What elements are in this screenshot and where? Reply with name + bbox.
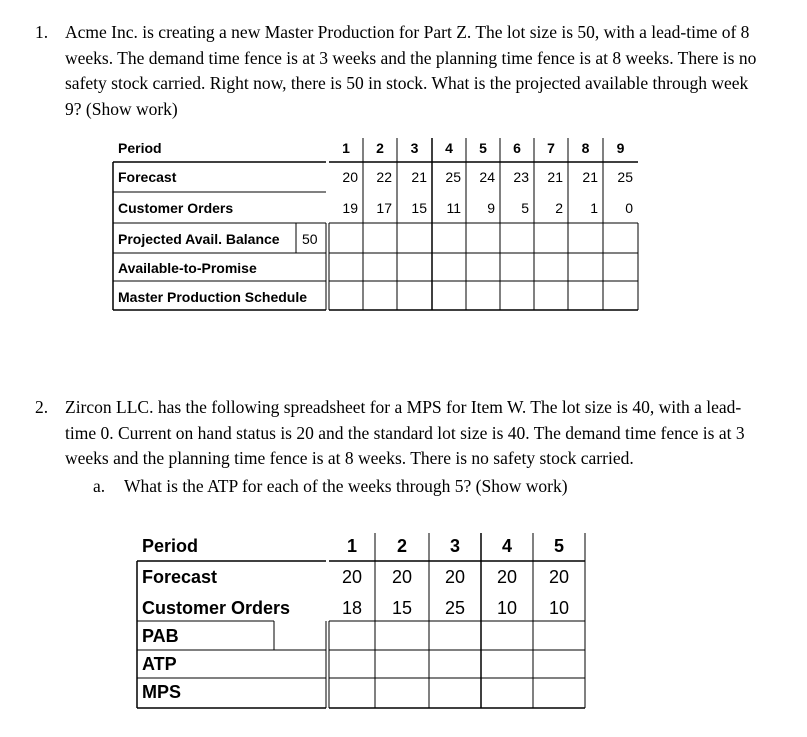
t2-label-pab: PAB [142, 626, 179, 646]
t1-forecast-1: 20 [342, 169, 358, 185]
t1-label-orders: Customer Orders [118, 200, 234, 216]
t1-period-4: 4 [445, 140, 453, 156]
t1-orders-6: 5 [521, 200, 529, 216]
t2-label-atp: ATP [142, 654, 177, 674]
t2-label-forecast: Forecast [142, 567, 218, 587]
t2-period-1: 1 [346, 536, 358, 556]
question-1-text: Acme Inc. is creating a new Master Production for Part Z. The lot size is 50, with a lead-time of 8 weeks. The demand time fence is at 3 weeks and the planning time fence is at 8 weeks. There is no safety stock carried. Right now, there is 50 in stock. What is the projected available through week 9? (Show work) [65, 22, 757, 119]
t2-orders-5: 10 [548, 598, 570, 618]
t1-forecast-9: 25 [617, 169, 633, 185]
t1-forecast-4: 25 [445, 169, 461, 185]
question-2-text: Zircon LLC. has the following spreadsheet for a MPS for Item W. The lot size is 40, with a lead-time 0. Current on hand status is 20 and the standard lot size is 40. The demand time fence is at 3 weeks and the planning time fence is at 8 weeks. There is no safety stock carried. [65, 397, 745, 468]
t1-period-1: 1 [342, 140, 350, 156]
t1-forecast-7: 21 [547, 169, 563, 185]
t1-label-period: Period [118, 140, 162, 156]
t2-period-3: 3 [449, 536, 461, 556]
t1-forecast-3: 21 [411, 169, 427, 185]
t1-period-3: 3 [410, 140, 419, 156]
question-2-number: 2. [35, 397, 49, 417]
t1-period-6: 6 [513, 140, 521, 156]
t1-label-forecast: Forecast [118, 169, 177, 185]
t1-period-7: 7 [547, 140, 555, 156]
t1-orders-3: 15 [411, 200, 427, 216]
t2-orders-4: 10 [496, 598, 518, 618]
t1-orders-4: 11 [446, 200, 461, 216]
t1-label-atp: Available-to-Promise [118, 260, 257, 276]
t1-forecast-8: 21 [582, 169, 598, 185]
t1-orders-8: 1 [590, 200, 598, 216]
question-2a-text: What is the ATP for each of the weeks through 5? (Show work) [124, 476, 568, 496]
t1-forecast-2: 22 [376, 169, 392, 185]
t1-period-5: 5 [479, 140, 487, 156]
t1-label-mps: Master Production Schedule [118, 289, 308, 305]
t2-forecast-2: 20 [391, 567, 413, 587]
t1-forecast-6: 23 [513, 169, 529, 185]
t2-forecast-4: 20 [496, 567, 518, 587]
t1-orders-5: 9 [487, 200, 495, 216]
t1-orders-1: 19 [342, 200, 358, 216]
t2-forecast-5: 20 [548, 567, 570, 587]
t2-label-period: Period [142, 536, 199, 556]
t1-period-2: 2 [376, 140, 384, 156]
t1-orders-2: 17 [376, 200, 392, 216]
t1-period-9: 9 [616, 140, 625, 156]
t2-period-4: 4 [501, 536, 513, 556]
t2-period-5: 5 [553, 536, 565, 556]
t2-orders-2: 15 [391, 598, 413, 618]
t1-label-pab: Projected Avail. Balance [118, 231, 280, 247]
t1-pab-start: 50 [302, 231, 318, 247]
t2-label-mps: MPS [142, 682, 182, 702]
t1-orders-7: 2 [555, 200, 563, 216]
t2-orders-1: 18 [341, 598, 363, 618]
t2-period-2: 2 [396, 536, 408, 556]
t2-forecast-3: 20 [444, 567, 466, 587]
t1-forecast-5: 24 [479, 169, 495, 185]
question-2a-label: a. [93, 476, 106, 496]
t2-orders-3: 25 [444, 598, 466, 618]
t1-period-8: 8 [581, 140, 590, 156]
question-1-number: 1. [35, 22, 49, 42]
t1-orders-9: 0 [625, 200, 633, 216]
t2-forecast-1: 20 [341, 567, 363, 587]
t2-label-orders: Customer Orders [142, 598, 291, 618]
